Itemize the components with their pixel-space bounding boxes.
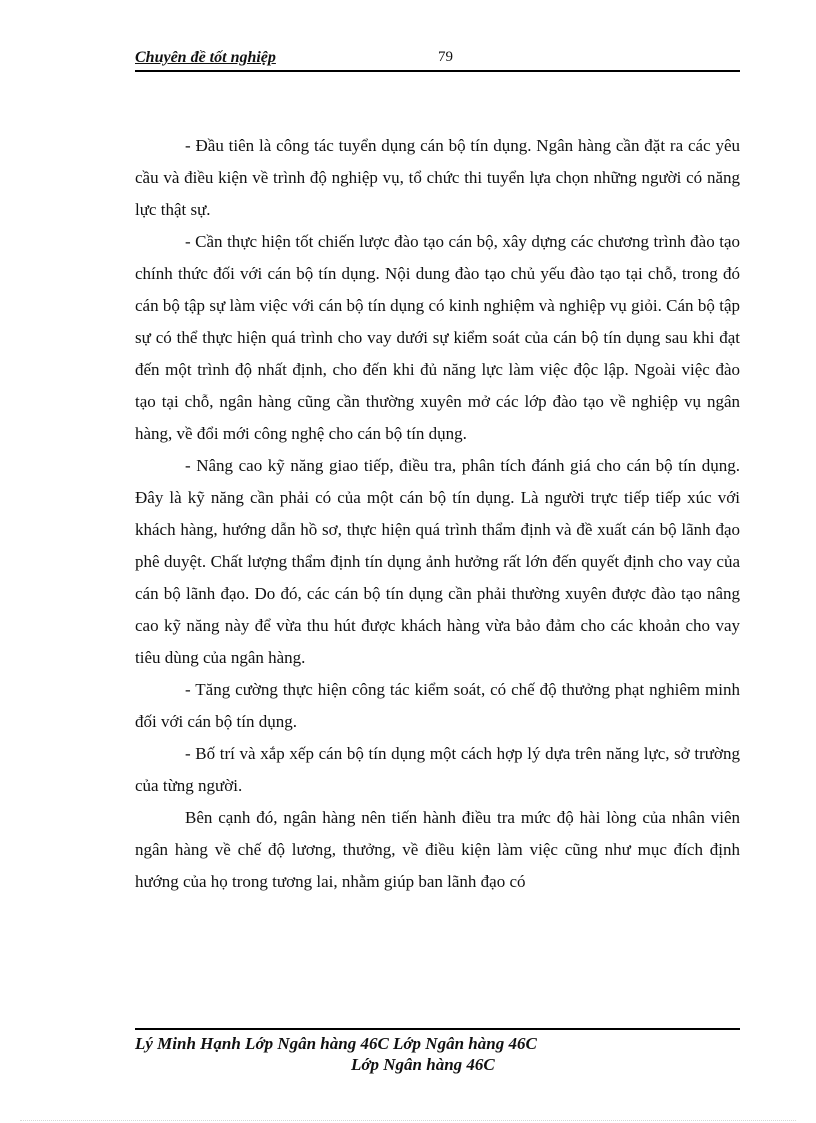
body-text bbox=[135, 130, 740, 898]
paragraph: - Nâng cao kỹ năng giao tiếp, điều tra, phân tích đánh giá cho cán bộ tín dụng. Đây là kỹ năng cần phải có của một cán bộ tín dụng. Là người trực tiếp tiếp xúc với khách hàng, hướng dẫn hồ sơ, thực hiện quá trình thẩm định và đề xuất cán bộ lãnh đạo phê duyệt. Chất lượng thẩm định tín dụng ảnh hưởng rất lớn đến quyết định cho vay của cán bộ lãnh đạo. Do đó, các cán bộ tín dụng cần phải thường xuyên được đào tạo nâng cao kỹ năng này để vừa thu hút được khách hàng vừa bảo đảm cho các khoản cho vay tiêu dùng của ngân hàng. bbox=[135, 456, 740, 667]
footer-divider bbox=[135, 1028, 740, 1030]
page-header bbox=[135, 46, 740, 72]
paragraph: - Bố trí và xắp xếp cán bộ tín dụng một cách hợp lý dựa trên năng lực, sở trường của từng người. bbox=[135, 744, 740, 795]
header-title: Chuyên đề tốt nghiệp bbox=[135, 49, 276, 66]
page-number: 79 bbox=[438, 49, 453, 65]
page-footer bbox=[135, 1033, 740, 1075]
page-edge-divider bbox=[20, 1120, 796, 1121]
paragraph: Bên cạnh đó, ngân hàng nên tiến hành điều tra mức độ hài lòng của nhân viên ngân hàng về chế độ lương, thưởng, về điều kiện làm việc cũng như mục đích định hướng của họ trong tương lai, nhằm giúp ban lãnh đạo có bbox=[135, 808, 740, 891]
footer-line-2: Lớp Ngân hàng 46C bbox=[351, 1055, 495, 1074]
paragraph: - Cần thực hiện tốt chiến lược đào tạo cán bộ, xây dựng các chương trình đào tạo chính thức đối với cán bộ tín dụng. Nội dung đào tạo chủ yếu đào tạo tại chỗ, trong đó cán bộ tập sự làm việc với cán bộ tín dụng có kinh nghiệm và nghiệp vụ giỏi. Cán bộ tập sự có thể thực hiện quá trình cho vay dưới sự kiểm soát của cán bộ tín dụng sau khi đạt đến một trình độ nhất định, cho đến khi đủ năng lực làm việc độc lập. Ngoài việc đào tạo tại chỗ, ngân hàng cũng cần thường xuyên mở các lớp đào tạo về nghiệp vụ ngân hàng, về đổi mới công nghệ cho cán bộ tín dụng. bbox=[135, 232, 740, 443]
footer-line-1: Lý Minh Hạnh Lớp Ngân hàng 46C Lớp Ngân hàng 46C bbox=[135, 1034, 537, 1053]
paragraph: - Đầu tiên là công tác tuyển dụng cán bộ tín dụng. Ngân hàng cần đặt ra các yêu cầu và điều kiện về trình độ nghiệp vụ, tổ chức thi tuyển lựa chọn những người có năng lực thật sự. bbox=[135, 136, 740, 219]
paragraph: - Tăng cường thực hiện công tác kiểm soát, có chế độ thưởng phạt nghiêm minh đối với cán bộ tín dụng. bbox=[135, 680, 740, 731]
